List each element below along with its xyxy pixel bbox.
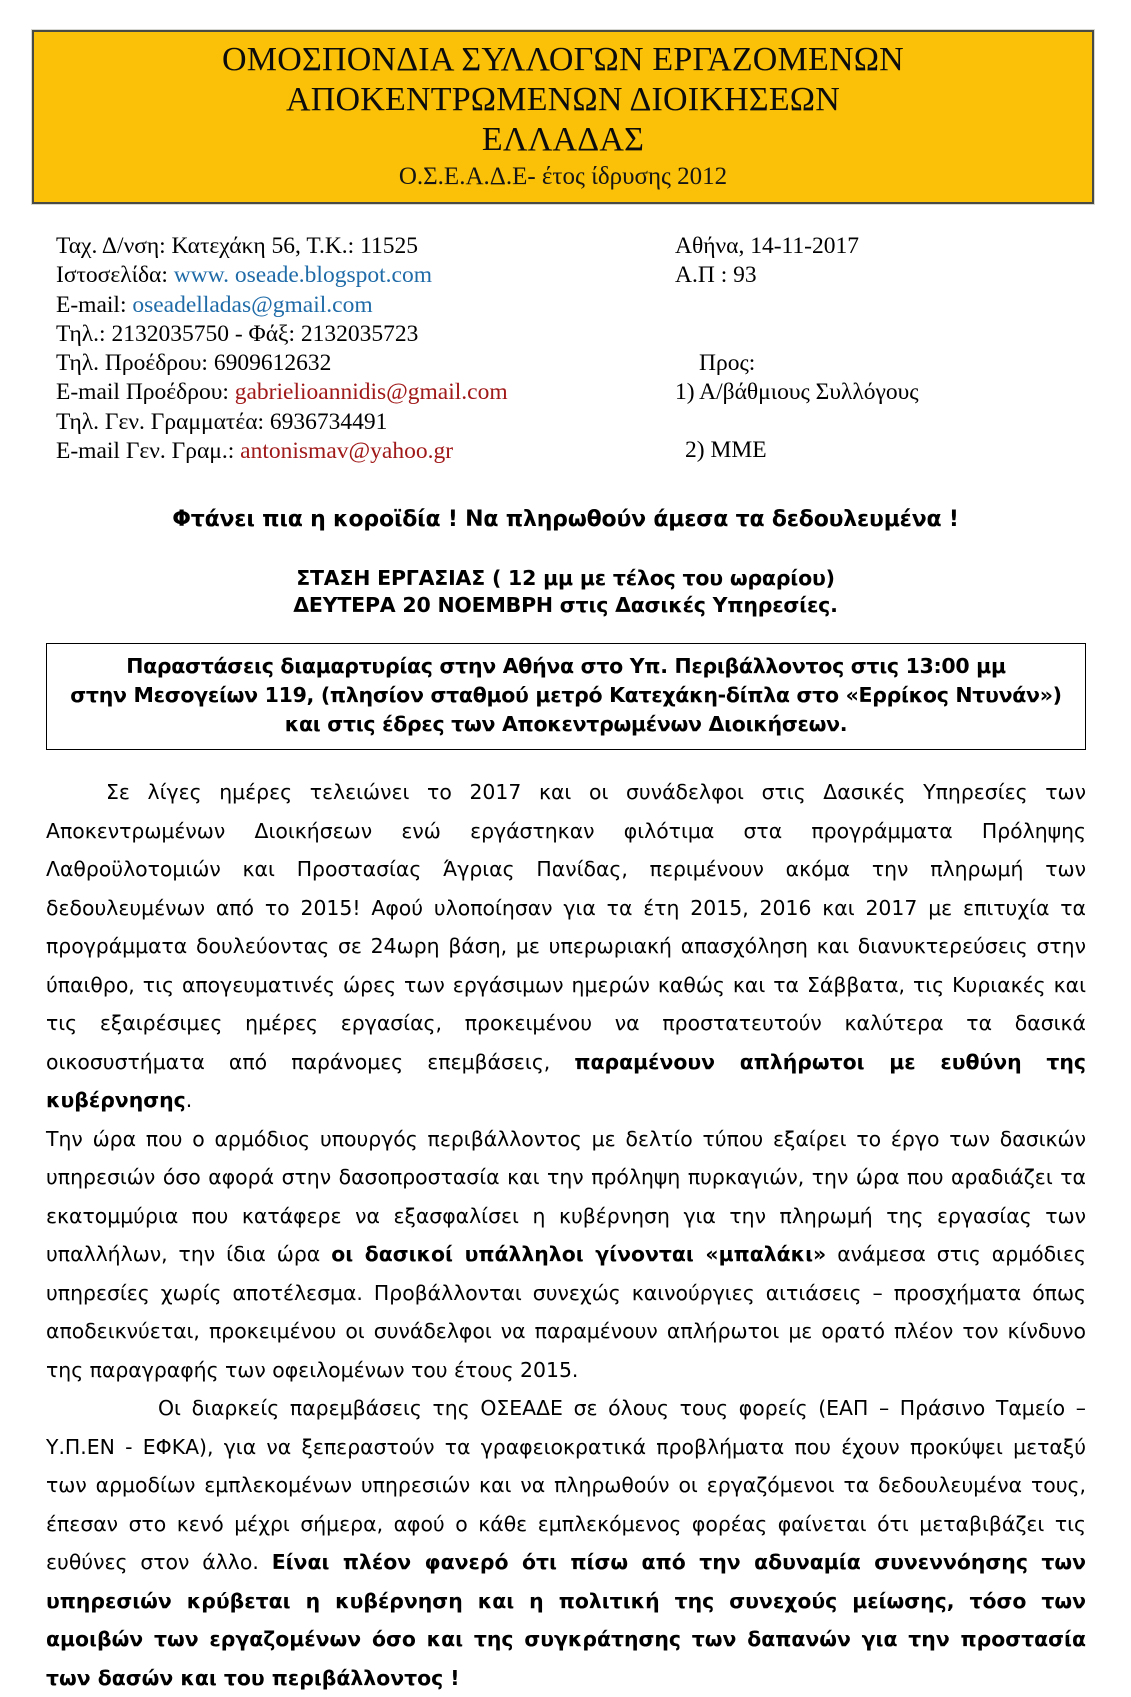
headline-spacer bbox=[0, 535, 1131, 565]
email-label: E-mail: bbox=[56, 291, 133, 318]
secretary-phone-line: Τηλ. Γεν. Γραμματέα: 6936734491 bbox=[56, 408, 388, 435]
recipient-spacer bbox=[675, 407, 1131, 436]
body-paragraph-1 bbox=[46, 773, 1086, 1120]
city-and-date: Αθήνα, 14-11-2017 bbox=[675, 233, 859, 259]
secretary-email-label: E-mail Γεν. Γραμ.: bbox=[56, 438, 241, 465]
organization-title-line-2: ΑΠΟΚΕΝΤΡΩΜΕΝΩΝ ΔΙΟΙΚΗΣΕΩΝ bbox=[285, 81, 841, 118]
phone-fax-line: Τηλ.: 2132035750 - Φάξ: 2132035723 bbox=[56, 320, 419, 347]
protest-notice-box bbox=[46, 643, 1086, 750]
p2-text-a: Την ώρα που ο αρμόδιος υπουργός περιβάλλοντος με δελτίο τύπου εξαίρει το έργο των δασικών υπηρεσιών όσο αφορά στην δασοπροστασία και την πρόληψη πυρκαγιών, την ώρα που αραδιάζει τα εκατομμύρια που κατάφερε να εξασφαλίσει η κυβέρνηση για την πληρωμή της εργασίας των υπαλλήλων, την ίδια ώρα bbox=[46, 1126, 1086, 1266]
meta-spacer bbox=[675, 291, 1131, 349]
secretary-email-link[interactable]: antonismav@yahoo.gr bbox=[240, 438, 454, 465]
p3-bold-phrase: Είναι πλέον φανερό ότι πίσω από την αδυναμία συνεννόησης των υπηρεσιών κρύβεται η κυβέρνηση και η πολιτική της συνεχούς μείωσης, τόσο των αμοιβών των εργαζομένων όσο και της συγκράτησης των δαπανών για την προστασία των δασών και του περιβάλλοντος ! bbox=[46, 1550, 1087, 1690]
website-line bbox=[56, 261, 640, 290]
website-link[interactable]: www. oseade.blogspot.com bbox=[173, 262, 432, 289]
president-email-link[interactable]: gabrielioannidis@gmail.com bbox=[234, 379, 508, 406]
organization-subtitle: Ο.Σ.Ε.Α.Δ.Ε- έτος ίδρυσης 2012 bbox=[398, 163, 728, 190]
protocol-number: Α.Π : 93 bbox=[675, 262, 757, 289]
headline-main-slogan: Φτάνει πια η κοροϊδία ! Να πληρωθούν άμεσα τα δεδουλευμένα ! bbox=[172, 507, 959, 532]
p3-text-a: Οι διαρκείς παρεμβάσεις της ΟΣΕΑΔΕ σε όλους τους φορείς (ΕΑΠ – Πράσινο Ταμείο – Υ.Π.ΕΝ - ΕΦΚΑ), για να ξεπεραστούν τα γραφειοκρατικά προβλήματα που έχουν προκύψει μεταξύ των αρμοδίων εμπλεκομένων υπηρεσιών και να πληρωθούν οι εργαζόμενοι τα δεδουλευμένα τους, έπεσαν στο κενό μέχρι σήμερα, αφού ο κάθε εμπλεκόμενος φορέας φαίνεται ότι μεταβιβάζει τις ευθύνες στον άλλο. bbox=[46, 1396, 1086, 1574]
postal-address-line: Ταχ. Δ/νση: Κατεχάκη 56, Τ.Κ.: 11525 bbox=[56, 233, 418, 259]
letterhead-banner bbox=[32, 30, 1094, 204]
p2-text-b: ανάμεσα στις αρμόδιες υπηρεσίες χωρίς αποτέλεσμα. Προβάλλονται συνεχώς καινούργιες αιτιάσεις – προσχήματα όπως αποδεικνύεται, προκειμένου οι συνάδελφοι να παραμένουν απλήρωτοι με ορατό πλέον τον κίνδυνο της παραγραφής των οφειλομένων του έτους 2015. bbox=[46, 1242, 1087, 1382]
recipient-item-1: 1) Α/βάθμιους Συλλόγους bbox=[675, 378, 919, 405]
president-phone-line: Τηλ. Προέδρου: 6909612632 bbox=[56, 350, 332, 377]
headline-section bbox=[0, 505, 1131, 619]
organization-title-line-3: ΕΛΛΑΔΑΣ bbox=[481, 121, 645, 158]
recipients-label: Προς: bbox=[699, 349, 756, 376]
email-line bbox=[56, 291, 640, 320]
p1-text-a: Σε λίγες ημέρες τελειώνει το 2017 και οι συνάδελφοι στις Δασικές Υπηρεσίες των Αποκεντρωμένων Διοικήσεων ενώ εργάστηκαν φιλότιμα στα προγράμματα Πρόληψης Λαθροϋλοτομιών και Προστασίας Άγριας Πανίδας, περιμένουν ακόμα την πληρωμή των δεδουλευμένων από το 2015! Αφού υλοποίησαν για τα έτη 2015, 2016 και 2017 με επιτυχία τα προγράμματα δουλεύοντας σε 24ωρη βάση, με υπερωριακή απασχόληση και διανυκτερεύσεις στην ύπαιθρο, τις απογευματινές ώρες των εργάσιμων ημερών καθώς και τα Σάββατα, τις Κυριακές και τις εξαιρέσιμες ημέρες εργασίας, προκειμένου να προστατευτούν καλύτερα τα δασικά οικοσυστήματα από παράνομες επεμβάσεις, bbox=[46, 780, 1086, 1074]
strike-line-2: ΔΕΥΤΕΡΑ 20 ΝΟΕΜΒΡΗ στις Δασικές Υπηρεσίες. bbox=[293, 593, 838, 617]
document-meta-column bbox=[640, 232, 1131, 465]
p1-bold-phrase: παραμένουν απλήρωτοι με ευθύνη της κυβέρνησης bbox=[46, 1049, 1087, 1112]
secretary-email-line bbox=[56, 437, 640, 466]
contact-meta-section bbox=[0, 232, 1131, 466]
email-link[interactable]: oseadelladas@gmail.com bbox=[132, 291, 373, 318]
p2-bold-phrase: οι δασικοί υπάλληλοι γίνονται «μπαλάκι» bbox=[331, 1242, 827, 1266]
notice-line-2: στην Μεσογείων 119, (πλησίον σταθμού μετρό Κατεχάκη-δίπλα στο «Ερρίκος Ντυνάν») bbox=[70, 683, 1062, 707]
recipient-item-2: 2) ΜΜΕ bbox=[685, 437, 767, 464]
notice-line-3: και στις έδρες των Αποκεντρωμένων Διοικήσεων. bbox=[284, 712, 848, 736]
president-email-line bbox=[56, 378, 640, 407]
organization-title-line-1: ΟΜΟΣΠΟΝΔΙΑ ΣΥΛΛΟΓΩΝ ΕΡΓΑΖΟΜΕΝΩΝ bbox=[222, 41, 904, 78]
body-paragraph-3 bbox=[46, 1389, 1086, 1697]
website-label: Ιστοσελίδα: bbox=[56, 262, 174, 289]
president-email-label: E-mail Προέδρου: bbox=[56, 379, 235, 406]
strike-line-1: ΣΤΑΣΗ ΕΡΓΑΣΙΑΣ ( 12 μμ με τέλος του ωραρίου) bbox=[296, 566, 835, 590]
body-paragraph-2 bbox=[46, 1120, 1086, 1390]
p1-text-b: . bbox=[185, 1088, 193, 1112]
notice-line-1: Παραστάσεις διαμαρτυρίας στην Αθήνα στο Υπ. Περιβάλλοντος στις 13:00 μμ bbox=[126, 654, 1006, 678]
contact-details-column bbox=[0, 232, 640, 466]
letter-body bbox=[46, 773, 1086, 1697]
